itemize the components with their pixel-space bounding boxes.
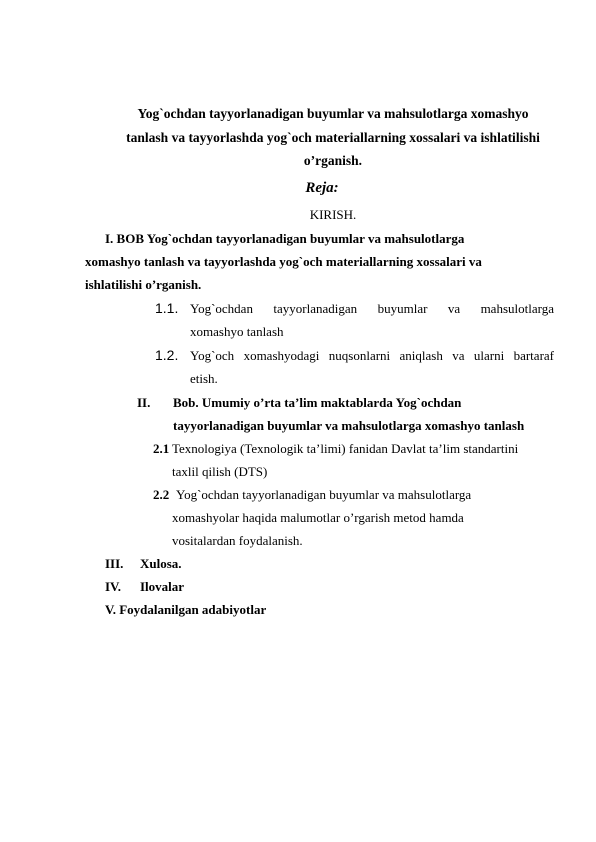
appendix-number: IV.	[105, 579, 122, 594]
item-2-1-line-2: taxlil qilish (DTS)	[172, 464, 268, 479]
item-1-1-line-2: xomashyo tanlash	[190, 324, 284, 339]
appendix-label: Ilovalar	[140, 579, 185, 594]
chapter2-line-1: Bob. Umumiy o’rta ta’lim maktablarda Yog`ochdan	[173, 395, 462, 410]
intro-heading: KIRISH.	[309, 207, 357, 222]
item-2-2-line-1: Yog`ochdan tayyorlanadigan buyumlar va mahsulotlarga	[176, 487, 472, 502]
chapter2-line-2: tayyorlanadigan buyumlar va mahsulotlarga xomashyo tanlash	[173, 418, 525, 433]
item-2-2-number: 2.2	[153, 487, 170, 502]
conclusion-number: III.	[105, 556, 124, 571]
references-heading: V. Foydalanilgan adabiyotlar	[105, 602, 267, 617]
plan-heading: Reja:	[305, 180, 339, 196]
chapter1-line-2: xomashyo tanlash va tayyorlashda yog`och materiallarning xossalari va	[85, 254, 482, 269]
item-2-1-line-1: Texnologiya (Texnologik ta’limi) fanidan Davlat ta’lim standartini	[172, 441, 519, 456]
document-title-line-1: Yog`ochdan tayyorlanadigan buyumlar va mahsulotlarga xomashyo	[137, 106, 529, 121]
item-2-2-line-3: vositalardan foydalanish.	[172, 533, 303, 548]
document-title-line-2: tanlash va tayyorlashda yog`och materiallarning xossalari va ishlatilishi	[126, 130, 540, 145]
conclusion-label: Xulosa.	[140, 556, 182, 571]
chapter1-line-1: I. BOB Yog`ochdan tayyorlanadigan buyumlar va mahsulotlarga	[105, 231, 465, 246]
item-2-1-number: 2.1	[153, 441, 170, 456]
chapter2-number: II.	[137, 395, 151, 410]
item-1-2-line-1: Yog`och xomashyodagi nuqsonlarni aniqlash va ularni bartaraf	[190, 348, 554, 363]
item-1-2-number: 1.2.	[155, 347, 179, 363]
chapter1-line-3: ishlatilishi o’rganish.	[85, 277, 202, 292]
item-2-2-line-2: xomashyolar haqida malumotlar o’rgarish metod hamda	[172, 510, 464, 525]
item-1-1-line-1: Yog`ochdan tayyorlanadigan buyumlar va mahsulotlarga	[190, 301, 554, 316]
document-title-line-3: o’rganish.	[303, 153, 363, 168]
item-1-1-number: 1.1.	[155, 300, 179, 316]
item-1-2-line-2: etish.	[190, 371, 218, 386]
